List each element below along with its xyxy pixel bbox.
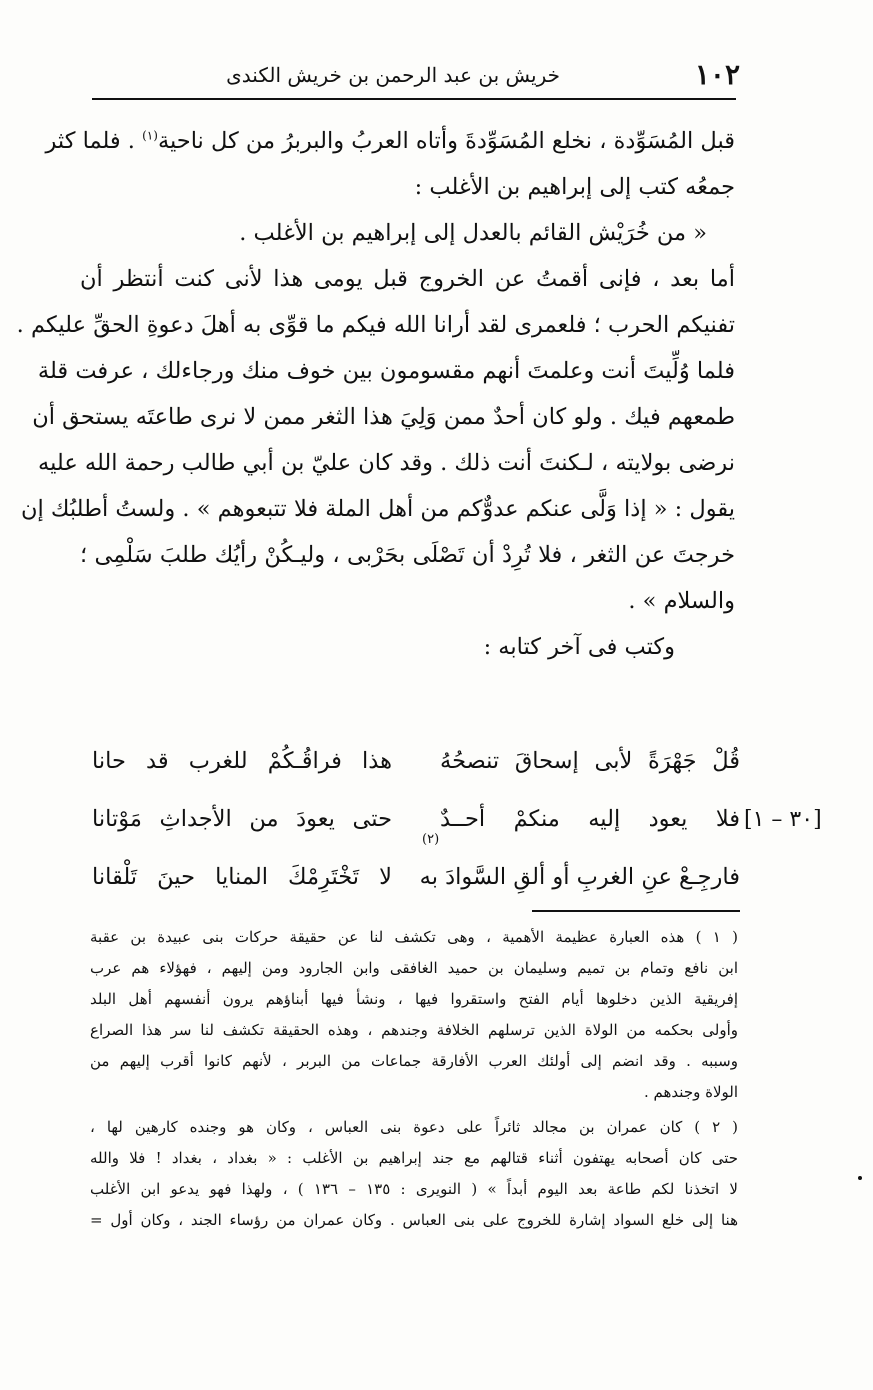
hemistich-second: لا تَخْتَرِمْكَ المنايا حينَ تَلْقانا (92, 864, 392, 890)
scan-speck (858, 1176, 862, 1180)
footnote-rule (532, 910, 740, 912)
footnote-line: إفريقية الذين دخلوها أيام الفتح واستقروا فيها ، ونشأ فيها أبناؤهم يرون أنفسهم أهل البلد (90, 990, 738, 1008)
main-text (16, 118, 735, 670)
text-line: فلما وُلِّيتَ أنت وعلمتَ أنهم مقسومون بين خوف منك ورجاءلك ، عرفت قلة (37, 358, 735, 384)
page-number: ١٠٢ (694, 58, 740, 91)
text-line: تفنيكم الحرب ؛ فلعمرى لقد أرانا الله فيكم ما قوِّى به أهلَ دعوةِ الحقِّ عليكم . (16, 312, 735, 338)
footnote-line: حتى كان أصحابه يهتفون أثناء قتالهم مع جند إبراهيم بن الأغلب : « بغداد ، بغداد ! فلا والله (90, 1149, 738, 1167)
page-header (90, 56, 740, 96)
hemistich-second: هذا فراقُـكُمْ للغرب قد حانا (92, 748, 392, 774)
text-line-content: قبل المُسَوِّدة ، نخلع المُسَوِّدةَ وأتاه العربُ والبربرُ من كل ناحية (157, 128, 735, 154)
footnotes (90, 922, 738, 1236)
footnote-marker: (١) (142, 128, 158, 143)
hemistich-second: حتى يعودَ من الأجداثِ مَوْتانا (92, 806, 392, 832)
footnote-line: ( ٢ ) كان عمران بن مجالد ثائراً على دعوة بنى العباس ، وكان هو وجنده كارهين لها ، (90, 1118, 738, 1136)
text-line: أما بعد ، فإنى أقمتُ عن الخروج قبل يومى هذا لأنى كنت أنتظر أن (80, 266, 735, 292)
margin-reference: [٣٠ – ١] (744, 807, 822, 832)
running-title: خريش بن عبد الرحمن بن خريش الكندى (226, 63, 560, 87)
text-line: طمعهم فيك . ولو كان أحدٌ ممن وَلِيَ هذا الثغر ممن لا نرى طاعتَه يستحق أن (32, 404, 735, 430)
text-line (45, 118, 735, 164)
header-rule (92, 98, 736, 100)
footnote-line: لا اتخذنا لكم طاعة بعد اليوم أبداً » ( النويرى : ١٣٥ – ١٣٦ ) ، ولهذا فهو يدعو ابن الأغلب (90, 1180, 738, 1198)
text-line: نرضى بولايته ، لـكنتَ أنت ذلك . وقد كان عليّ بن أبي طالب رحمة الله عليه (38, 450, 735, 476)
verse-line (92, 732, 740, 790)
verse-line (92, 790, 740, 848)
verse-footnote-marker: (٢) (422, 832, 440, 847)
text-line: خرجتَ عن الثغر ، فلا تُرِدْ أن تَصْلَى بحَرْبى ، وليـكُنْ رأيُك طلبَ سَلْمِى ؛ (80, 542, 735, 568)
text-line: والسلام » . (628, 588, 735, 614)
verse-intro: وكتب فى آخر كتابه : (483, 634, 675, 660)
footnote-2 (90, 1112, 738, 1236)
footnote-line: وأولى بحكمه من الولاة الذين ترسلهم الخلافة وجندهم ، وهذه الحقيقة تكشف لنا سر هذا الصراع (90, 1021, 738, 1039)
footnote-line: وسببه . وقد انضم إلى أولئك العرب الأفارقة جماعات من البربر ، لأنهم كانوا أقرب إليهم من (90, 1052, 738, 1070)
hemistich-first: فارجِـعْ عنِ الغربِ أو ألقِ السَّوادَ به (419, 864, 740, 890)
text-line: يقول : « إذا وَلَّى عنكم عدوٌّكم من أهل الملة فلا تتبعوهم » . ولستُ أطلبُك إن (20, 496, 735, 522)
hemistich-first: قُلْ جَهْرَةً لأبى إسحاقَ تنصحُهُ (440, 748, 740, 774)
footnote-line: ( ١ ) هذه العبارة عظيمة الأهمية ، وهى تكشف لنا عن حقيقة حركات بنى عبيدة بن عقبة (90, 928, 738, 946)
footnote-1 (90, 922, 738, 1108)
footnote-line: ابن نافع وتمام بن تميم وسليمان بن حميد الغافقى وابن الجارود ومن إليهم ، فهؤلاء هم عرب (90, 959, 738, 977)
footnote-line: الولاة وجندهم . (643, 1083, 738, 1101)
poem (92, 732, 740, 906)
text-line-tail: . فلما كثر (45, 128, 143, 154)
letter-opening: « من خُرَيْش القائم بالعدل إلى إبراهيم بن الأغلب . (239, 220, 707, 246)
text-line: جمعُه كتب إلى إبراهيم بن الأغلب : (414, 174, 735, 200)
verse-line (92, 848, 740, 906)
hemistich-first: فلا يعود إليه منكمْ أحــدٌ (440, 806, 740, 832)
footnote-line: هنا إلى خلع السواد إشارة للخروج على بنى العباس . وكان عمران من رؤساء الجند ، وكان أول = (90, 1211, 738, 1229)
